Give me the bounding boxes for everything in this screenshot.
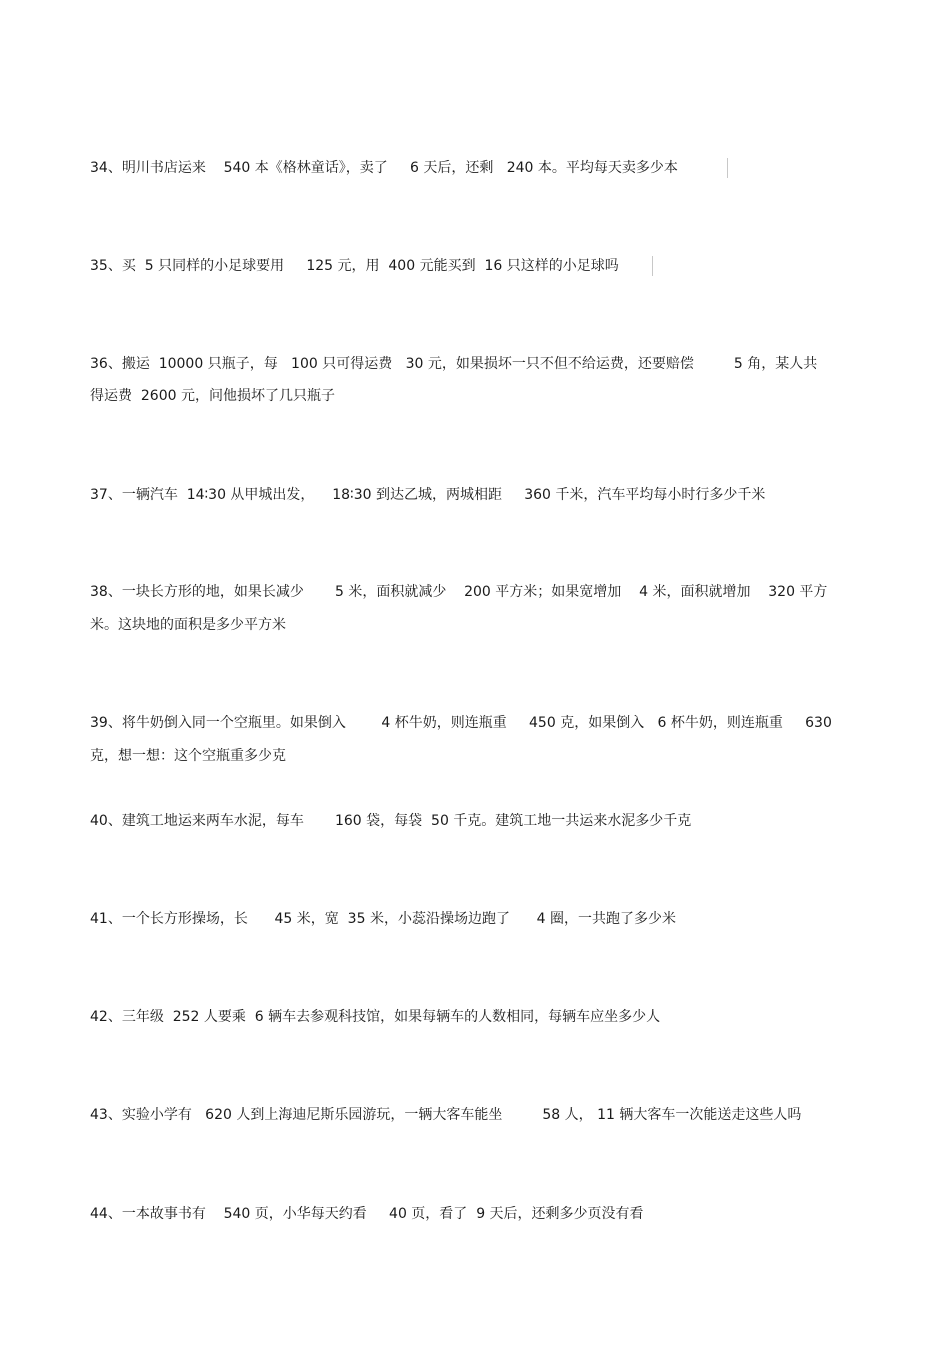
problem-38-line-2: 米。这块地的面积是多少平方米: [90, 617, 286, 633]
problem-36-line-1: 36、搬运 10000 只瓶子，每 100 只可得运费 30 元，如果损坏一只不但不给运费，还要赔偿 5 角，某人共: [90, 356, 818, 372]
problem-34-line-1: 34、明川书店运来 540 本《格林童话》，卖了 6 天后，还剩 240 本。平均每天卖多少本: [90, 160, 678, 176]
problem-38-line-1: 38、一块长方形的地，如果长减少 5 米，面积就减少 200 平方米；如果宽增加 4 米，面积就增加 320 平方: [90, 584, 828, 600]
problem-36-line-2: 得运费 2600 元，问他损坏了几只瓶子: [90, 388, 335, 404]
text-cursor-mark: [727, 158, 728, 178]
problem-42-line-1: 42、三年级 252 人要乘 6 辆车去参观科技馆，如果每辆车的人数相同，每辆车应坐多少人: [90, 1009, 661, 1025]
problem-44-line-1: 44、一本故事书有 540 页，小华每天约看 40 页，看了 9 天后，还剩多少页没有看: [90, 1206, 644, 1222]
problem-37-line-1: 37、一辆汽车 14∶30 从甲城出发， 18∶30 到达乙城，两城相距 360 千米，汽车平均每小时行多少千米: [90, 487, 766, 503]
problem-43-line-1: 43、实验小学有 620 人到上海迪尼斯乐园游玩，一辆大客车能坐 58 人， 11 辆大客车一次能送走这些人吗: [90, 1107, 802, 1123]
problem-41-line-1: 41、一个长方形操场，长 45 米，宽 35 米，小蕊沿操场边跑了 4 圈，一共跑了多少米: [90, 911, 677, 927]
problem-39-line-1: 39、将牛奶倒入同一个空瓶里。如果倒入 4 杯牛奶，则连瓶重 450 克，如果倒入 6 杯牛奶，则连瓶重 630: [90, 715, 832, 731]
problem-40-line-1: 40、建筑工地运来两车水泥，每车 160 袋，每袋 50 千克。建筑工地一共运来水泥多少千克: [90, 813, 692, 829]
text-cursor-mark: [652, 256, 653, 276]
problem-35-line-1: 35、买 5 只同样的小足球要用 125 元，用 400 元能买到 16 只这样的小足球吗: [90, 258, 619, 274]
problem-39-line-2: 克，想一想：这个空瓶重多少克: [90, 748, 286, 764]
